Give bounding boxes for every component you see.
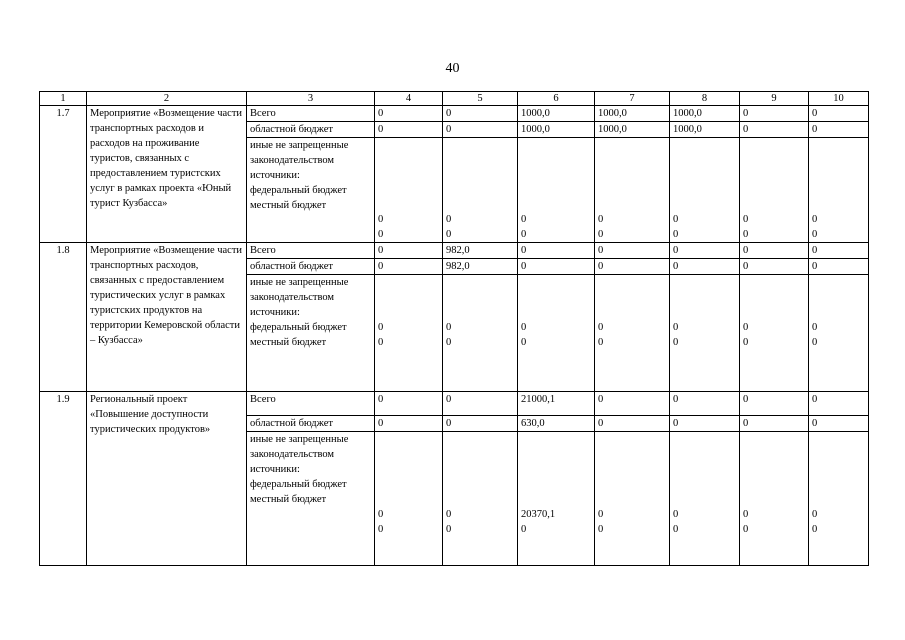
other-sources-label: иные не запрещенные законодательством источники: [250,277,349,318]
table-cell [375,432,443,566]
federal-value: 0 [598,214,604,225]
local-label: местный бюджет [250,494,327,505]
table-cell: 0 [740,416,809,432]
table-cell: 0 [443,416,518,432]
local-value: 0 [598,337,604,348]
table-cell: 0 [740,392,809,416]
local-value: 0 [743,229,749,240]
col-header: 1 [40,92,87,106]
local-value: 0 [743,524,749,535]
table-cell: 0 [375,106,443,122]
table-cell: 0 [595,416,670,432]
federal-label: федеральный бюджет [250,185,347,196]
local-label: местный бюджет [250,200,327,211]
local-value: 0 [743,337,749,348]
local-value: 0 [673,337,679,348]
table-cell: 0 [740,243,809,259]
table-cell: 0 [595,243,670,259]
table-cell: 0 [375,416,443,432]
table-row [40,243,869,259]
table-cell: 0 [595,392,670,416]
table-cell: 1000,0 [670,106,740,122]
table-cell: 0 [809,243,869,259]
federal-value: 0 [521,214,527,225]
table-cell: 0 [375,122,443,138]
federal-value: 0 [743,214,749,225]
local-value: 0 [521,524,527,535]
table-cell [518,138,595,243]
table-cell [809,275,869,392]
table-cell [443,432,518,566]
federal-value: 0 [521,322,527,333]
federal-value: 0 [378,322,384,333]
federal-value: 20370,1 [521,509,556,520]
federal-value: 0 [812,214,818,225]
item-number: 1.8 [40,243,87,392]
table-cell [670,275,740,392]
table-cell: 0 [809,259,869,275]
local-value: 0 [378,524,384,535]
table-cell: 0 [740,122,809,138]
federal-value: 0 [743,322,749,333]
table-cell [443,138,518,243]
federal-label: федеральный бюджет [250,479,347,490]
table-cell: 0 [809,122,869,138]
table-cell: 0 [443,106,518,122]
table-cell: 0 [670,392,740,416]
local-value: 0 [446,337,452,348]
other-sources-label: иные не запрещенные законодательством источники: [250,434,349,475]
table-cell [518,432,595,566]
federal-value: 0 [446,322,452,333]
local-value: 0 [446,524,452,535]
table-cell [375,275,443,392]
table-cell: 630,0 [518,416,595,432]
table-cell: 0 [670,259,740,275]
table-cell [740,138,809,243]
item-number: 1.9 [40,392,87,566]
table-cell: 0 [670,416,740,432]
table-row [40,106,869,122]
federal-value: 0 [743,509,749,520]
table-cell [809,138,869,243]
federal-value: 0 [378,214,384,225]
table-cell [518,275,595,392]
col-header: 9 [740,92,809,106]
local-label: местный бюджет [250,337,327,348]
table-cell: 0 [375,243,443,259]
federal-value: 0 [812,322,818,333]
table-cell: 0 [518,259,595,275]
table-cell: 0 [809,392,869,416]
table-cell [809,432,869,566]
table-cell: 0 [809,106,869,122]
table-cell [670,432,740,566]
table-cell: 0 [595,259,670,275]
table-cell: 0 [443,122,518,138]
table-cell: 0 [375,259,443,275]
local-value: 0 [598,229,604,240]
item-description: Мероприятие «Возмещение части транспортных расходов, связанных с предоставлением туристических услуг в рамках туристских продуктов на территории Кемеровской области – Кузбасса» [87,243,247,392]
source-label [247,275,375,392]
source-label [247,432,375,566]
table-cell: 0 [375,392,443,416]
source-label: областной бюджет [247,416,375,432]
local-value: 0 [446,229,452,240]
table-cell [443,275,518,392]
federal-value: 0 [812,509,818,520]
local-value: 0 [378,337,384,348]
source-label: областной бюджет [247,122,375,138]
federal-value: 0 [673,214,679,225]
col-header: 10 [809,92,869,106]
table-cell [595,432,670,566]
col-header: 3 [247,92,375,106]
table-cell [740,432,809,566]
table-cell: 1000,0 [595,106,670,122]
federal-value: 0 [446,214,452,225]
table-cell: 1000,0 [518,106,595,122]
col-header: 6 [518,92,595,106]
table-cell: 0 [670,243,740,259]
item-number: 1.7 [40,106,87,243]
local-value: 0 [812,229,818,240]
table-cell [740,275,809,392]
col-header: 8 [670,92,740,106]
table-cell: 0 [740,106,809,122]
source-label: Всего [247,106,375,122]
table-cell: 1000,0 [670,122,740,138]
local-value: 0 [812,337,818,348]
source-label: Всего [247,392,375,416]
table-cell: 982,0 [443,259,518,275]
federal-value: 0 [673,509,679,520]
col-header: 4 [375,92,443,106]
source-label [247,138,375,243]
table-cell [595,138,670,243]
local-value: 0 [673,229,679,240]
table-cell [595,275,670,392]
other-sources-label: иные не запрещенные законодательством источники: [250,140,349,181]
table-cell [375,138,443,243]
local-value: 0 [673,524,679,535]
item-description: Мероприятие «Возмещение части транспортных расходов и расходов на проживание туристов, связанных с предоставлением туристских услуг в рамках проекта «Юный турист Кузбасса» [87,106,247,243]
col-header: 7 [595,92,670,106]
local-value: 0 [521,229,527,240]
local-value: 0 [598,524,604,535]
table-cell: 0 [443,392,518,416]
table-row [40,392,869,416]
federal-value: 0 [598,509,604,520]
federal-value: 0 [446,509,452,520]
item-description: Региональный проект «Повышение доступности туристических продуктов» [87,392,247,566]
source-label: Всего [247,243,375,259]
col-header: 5 [443,92,518,106]
local-value: 0 [378,229,384,240]
table-cell: 1000,0 [595,122,670,138]
budget-table [39,91,869,566]
local-value: 0 [812,524,818,535]
table-cell: 0 [740,259,809,275]
table-cell: 1000,0 [518,122,595,138]
table-cell: 982,0 [443,243,518,259]
table-cell: 0 [518,243,595,259]
federal-value: 0 [378,509,384,520]
source-label: областной бюджет [247,259,375,275]
header-row [40,92,869,106]
table-cell: 0 [809,416,869,432]
page-number: 40 [445,61,460,76]
federal-label: федеральный бюджет [250,322,347,333]
federal-value: 0 [598,322,604,333]
federal-value: 0 [673,322,679,333]
table-cell [670,138,740,243]
col-header: 2 [87,92,247,106]
local-value: 0 [521,337,527,348]
table-cell: 21000,1 [518,392,595,416]
